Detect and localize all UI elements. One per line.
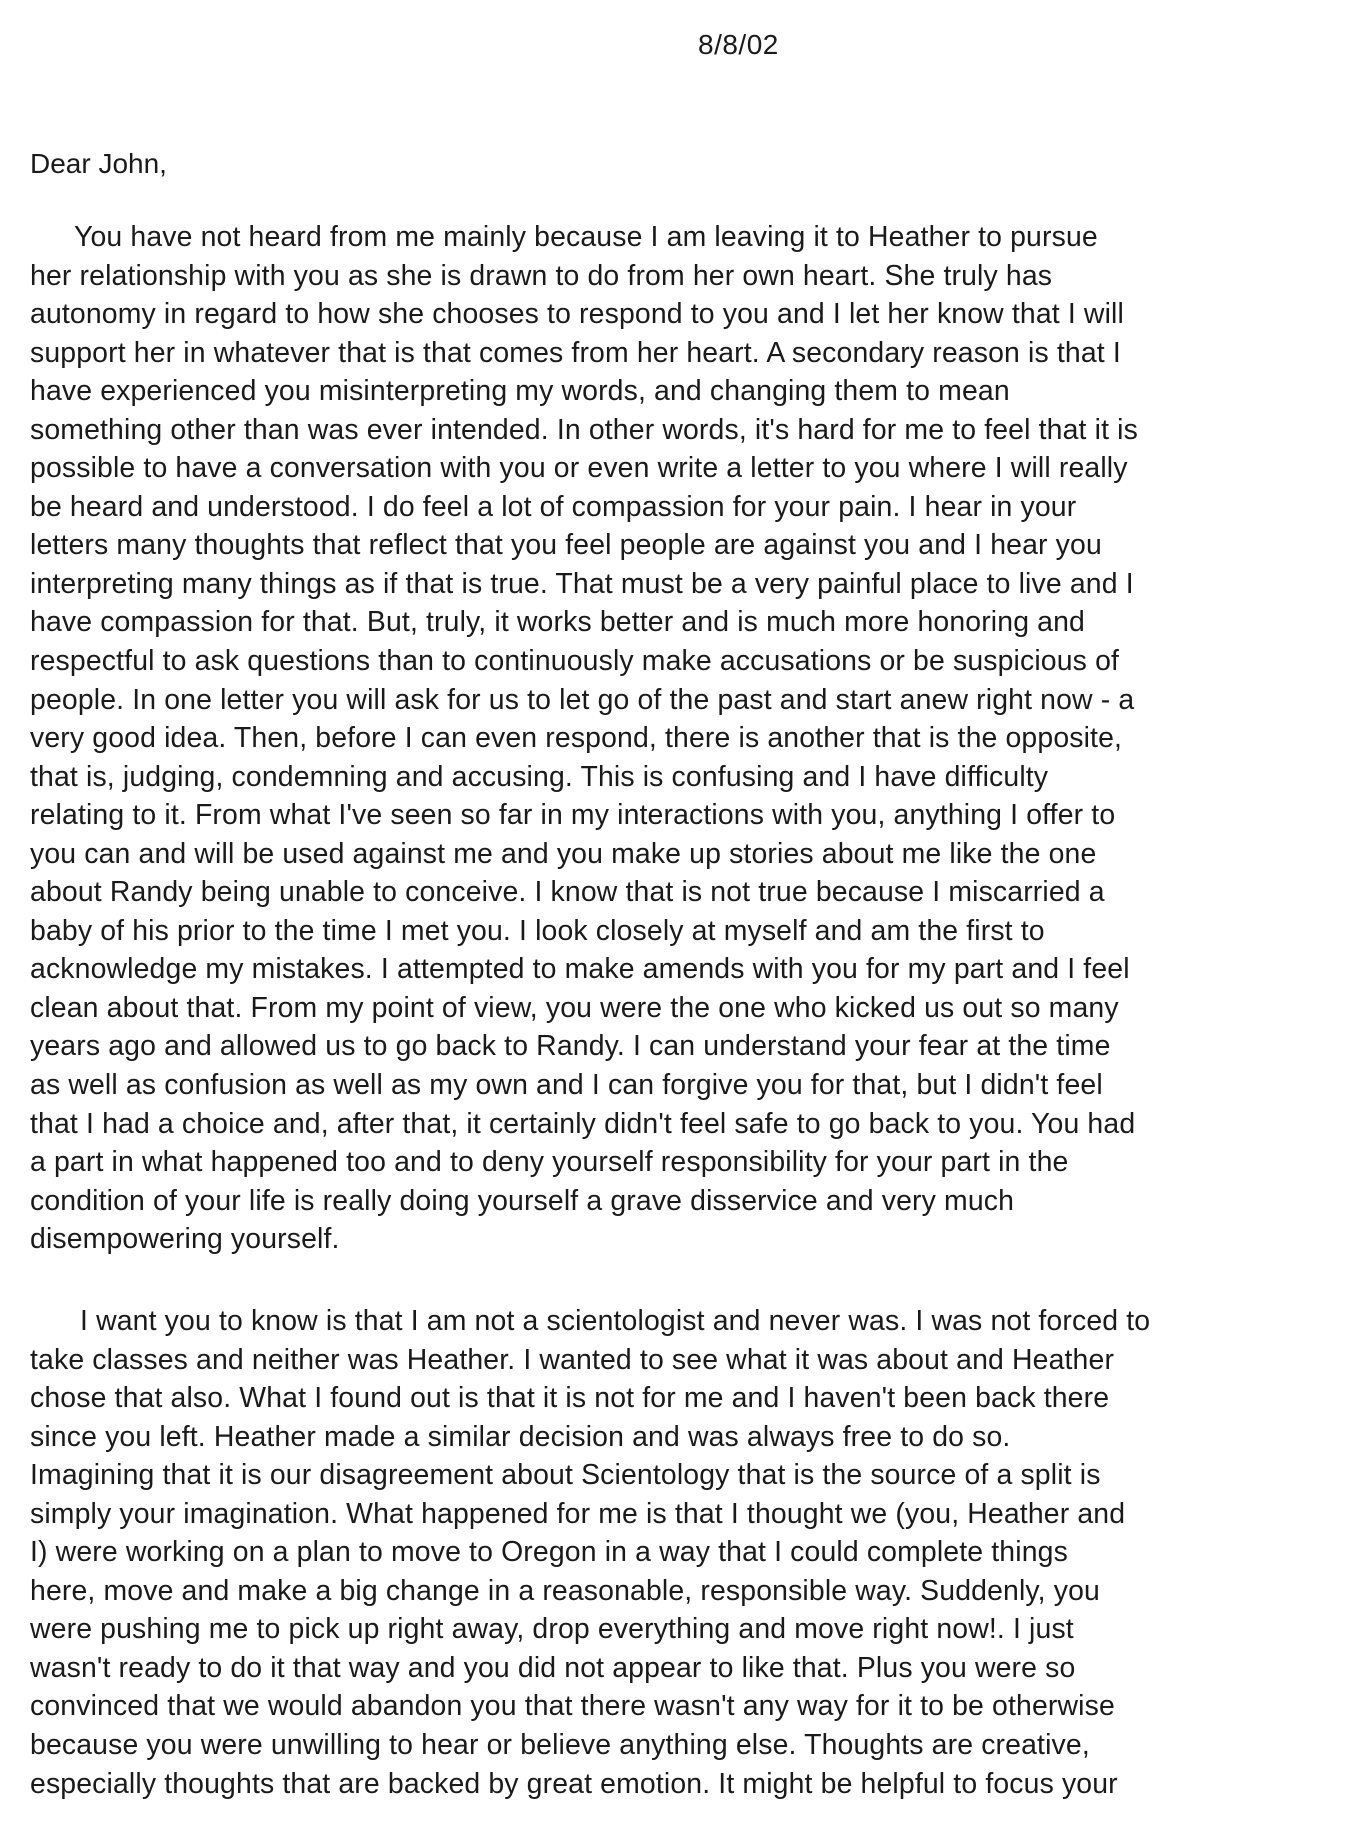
- text-line: disempowering yourself.: [30, 1223, 340, 1256]
- text-line: wasn't ready to do it that way and you did not appear to like that. Plus you were so: [30, 1651, 1076, 1684]
- letter-date: 8/8/02: [698, 29, 779, 60]
- text-line: chose that also. What I found out is that it is not for me and I haven't been back there: [30, 1382, 1110, 1415]
- text-line: Imagining that it is our disagreement about Scientology that is the source of a split is: [30, 1459, 1101, 1492]
- text-line: something other than was ever intended. In other words, it's hard for me to feel that it is: [30, 413, 1138, 446]
- text-line: You have not heard from me mainly because I am leaving it to Heather to pursue: [74, 221, 1098, 253]
- text-line: have experienced you misinterpreting my words, and changing them to mean: [30, 375, 1010, 408]
- text-line: since you left. Heather made a similar decision and was always free to do so.: [30, 1420, 1011, 1453]
- text-line: because you were unwilling to hear or believe anything else. Thoughts are creative,: [30, 1729, 1090, 1762]
- text-line: her relationship with you as she is drawn to do from her own heart. She truly has: [30, 259, 1053, 292]
- letter-salutation: Dear John,: [30, 148, 167, 179]
- text-line: you can and will be used against me and you make up stories about me like the one: [30, 837, 1097, 870]
- text-line: that is, judging, condemning and accusing. This is confusing and I have difficulty: [30, 760, 1049, 793]
- letter-paragraph-1: [30, 218, 1340, 1259]
- text-line: people. In one letter you will ask for us to let go of the past and start anew right now - a: [30, 683, 1135, 716]
- text-line: about Randy being unable to conceive. I know that is not true because I miscarried a: [30, 876, 1105, 909]
- text-line: especially thoughts that are backed by great emotion. It might be helpful to focus your: [30, 1767, 1118, 1800]
- text-line: a part in what happened too and to deny yourself responsibility for your part in the: [30, 1146, 1069, 1179]
- text-line: as well as confusion as well as my own and I can forgive you for that, but I didn't feel: [30, 1069, 1103, 1102]
- text-line: take classes and neither was Heather. I wanted to see what it was about and Heather: [30, 1343, 1115, 1376]
- text-line: convinced that we would abandon you that there wasn't any way for it to be otherwise: [30, 1690, 1115, 1723]
- text-line: letters many thoughts that reflect that you feel people are against you and I hear you: [30, 529, 1102, 562]
- text-line: here, move and make a big change in a reasonable, responsible way. Suddenly, you: [30, 1574, 1100, 1607]
- text-line: respectful to ask questions than to continuously make accusations or be suspicious of: [30, 645, 1120, 678]
- letter-paragraph-2: [30, 1302, 1340, 1803]
- text-line: acknowledge my mistakes. I attempted to make amends with you for my part and I feel: [30, 953, 1130, 986]
- text-line: clean about that. From my point of view, you were the one who kicked us out so many: [30, 991, 1119, 1024]
- text-line: have compassion for that. But, truly, it works better and is much more honoring and: [30, 606, 1086, 639]
- text-line: that I had a choice and, after that, it certainly didn't feel safe to go back to you. You had: [30, 1107, 1136, 1140]
- text-line: be heard and understood. I do feel a lot of compassion for your pain. I hear in your: [30, 490, 1077, 523]
- text-line: support her in whatever that is that comes from her heart. A secondary reason is that I: [30, 336, 1121, 369]
- text-line: years ago and allowed us to go back to Randy. I can understand your fear at the time: [30, 1030, 1111, 1063]
- text-line: autonomy in regard to how she chooses to respond to you and I let her know that I will: [30, 298, 1124, 331]
- text-line: were pushing me to pick up right away, drop everything and move right now!. I just: [30, 1613, 1074, 1646]
- text-line: interpreting many things as if that is true. That must be a very painful place to live and I: [30, 567, 1134, 600]
- text-line: baby of his prior to the time I met you. I look closely at myself and am the first to: [30, 914, 1045, 947]
- text-line: relating to it. From what I've seen so far in my interactions with you, anything I offer to: [30, 799, 1116, 832]
- text-line: I) were working on a plan to move to Oregon in a way that I could complete things: [30, 1536, 1068, 1569]
- text-line: condition of your life is really doing yourself a grave disservice and very much: [30, 1184, 1015, 1217]
- text-line: very good idea. Then, before I can even respond, there is another that is the opposite,: [30, 722, 1123, 755]
- text-line: simply your imagination. What happened for me is that I thought we (you, Heather and: [30, 1497, 1126, 1530]
- text-line: I want you to know is that I am not a scientologist and never was. I was not forced to: [80, 1305, 1151, 1337]
- text-line: possible to have a conversation with you or even write a letter to you where I will really: [30, 452, 1128, 485]
